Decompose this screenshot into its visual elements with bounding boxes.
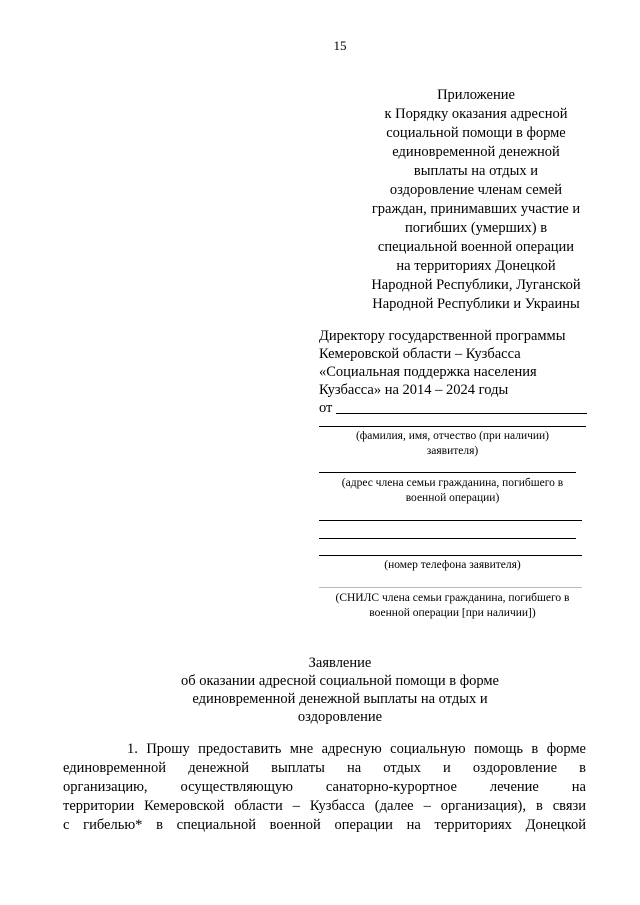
appendix-line: граждан, принимавших участие и	[371, 201, 581, 217]
address-field[interactable]	[319, 472, 576, 473]
address-extra-field-2[interactable]	[319, 538, 576, 539]
addressee-line: Кузбасса» на 2014 – 2024 годы	[319, 382, 509, 398]
appendix-line: социальной помощи в форме	[386, 125, 566, 141]
statement-title-line: оздоровление	[297, 709, 383, 725]
appendix-line: Приложение	[437, 87, 515, 103]
addressee-line: Директору государственной программы	[319, 328, 566, 344]
applicant-name-caption: (фамилия, имя, отчество (при наличии) заявителя)	[355, 430, 550, 457]
appendix-line: на территориях Донецкой	[396, 258, 556, 274]
address-caption: (адрес члена семьи гражданина, погибшего в военной операции)	[341, 477, 564, 504]
phone-field[interactable]	[319, 555, 582, 556]
appendix-line: к Порядку оказания адресной	[384, 106, 568, 122]
appendix-line: погибших (умерших) в	[404, 220, 548, 236]
body-line: 1. Прошу предоставить мне адресную социальную помощь в форме	[127, 741, 586, 757]
from-field[interactable]	[336, 412, 587, 414]
appendix-line: специальной военной операции	[377, 239, 575, 255]
statement-body	[63, 740, 586, 835]
appendix-line: Народной Республики и Украины	[372, 296, 580, 312]
appendix-header	[362, 86, 590, 314]
body-line: территории Кемеровской области – Кузбасса (далее – организация), в связи	[63, 798, 586, 814]
statement-title	[160, 654, 520, 726]
statement-title-line: об оказании адресной социальной помощи в форме	[180, 673, 499, 689]
body-line: единовременной денежной выплаты на отдых и оздоровление в	[63, 760, 586, 776]
appendix-line: оздоровление членам семей	[389, 182, 563, 198]
addressee-block	[319, 327, 587, 417]
addressee-line: Кемеровской области – Кузбасса	[319, 346, 521, 362]
statement-title-line: единовременной денежной выплаты на отдых и	[192, 691, 488, 707]
snils-caption: (СНИЛС члена семьи гражданина, погибшего в военной операции [при наличии])	[335, 592, 570, 619]
body-line: с гибелью* в специальной военной операции на территориях Донецкой	[63, 817, 586, 833]
appendix-line: Народной Республики, Луганской	[371, 277, 581, 293]
address-extra-field-1[interactable]	[319, 520, 582, 521]
applicant-name-field[interactable]	[319, 426, 586, 427]
appendix-line: выплаты на отдых и	[413, 163, 539, 179]
from-row	[319, 399, 587, 417]
body-line: организацию, осуществляющую санаторно-курортное лечение на	[63, 779, 586, 795]
appendix-line: единовременной денежной	[392, 144, 560, 160]
from-label: от	[319, 400, 333, 416]
statement-title-line: Заявление	[308, 655, 372, 671]
phone-caption: (номер телефона заявителя)	[384, 559, 521, 571]
page-number: 15	[333, 38, 347, 53]
snils-field[interactable]	[319, 587, 582, 588]
addressee-line: «Социальная поддержка населения	[319, 364, 537, 380]
